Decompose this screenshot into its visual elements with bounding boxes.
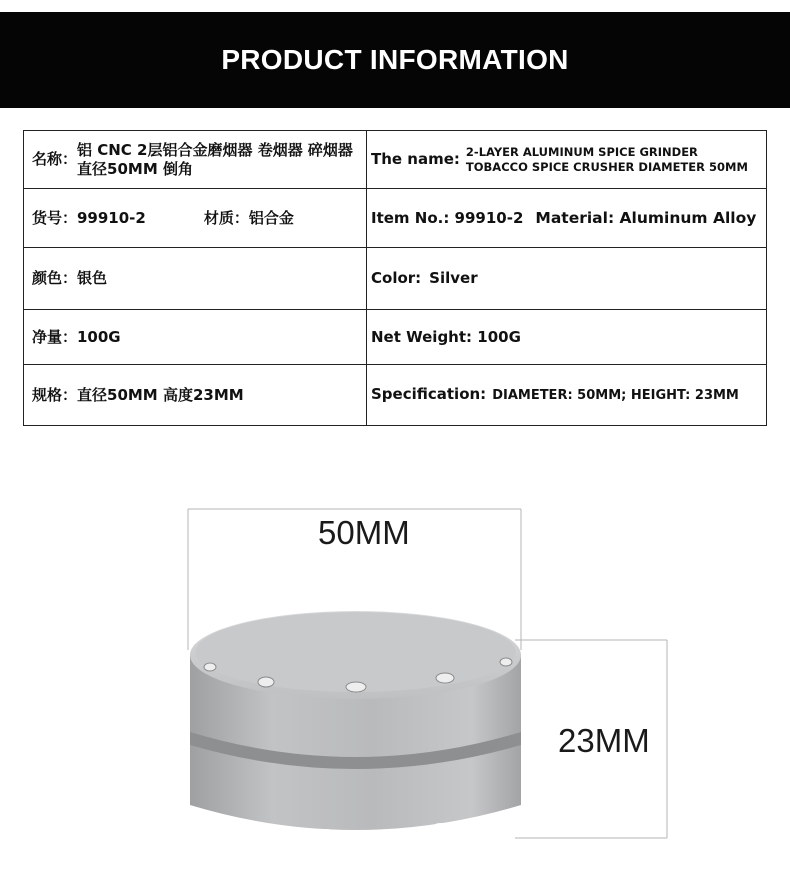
spec-en-label: Specification: <box>371 385 487 403</box>
material-en: Material: Aluminum Alloy <box>535 208 757 227</box>
name-en-value-line2: TOBACCO SPICE CRUSHER DIAMETER 50MM <box>465 159 748 174</box>
spec-cn: 规格：直径50MM 高度23MM <box>32 385 244 404</box>
height-dimension-label: 23MM <box>558 722 650 759</box>
page-title: PRODUCT INFORMATION <box>221 44 569 75</box>
name-cn-value: 铝 CNC 2层铝合金磨烟器 卷烟器 碎烟器 直径50MM 倒角 <box>77 140 353 178</box>
item-en: Item No.: 99910-2 <box>371 208 524 227</box>
weight-cn: 净量：100G <box>32 327 121 346</box>
name-cn-label: 名称： <box>32 150 78 168</box>
material-cn: 材质：铝合金 <box>203 208 294 227</box>
item-cn: 货号：99910-2 <box>32 208 146 227</box>
color-en-value: Silver <box>429 269 478 287</box>
weight-en: Net Weight: 100G <box>371 327 521 346</box>
color-en-label: Color: <box>371 269 422 287</box>
color-cn: 颜色：银色 <box>32 269 108 287</box>
spec-en-value: DIAMETER: 50MM; HEIGHT: 23MM <box>492 388 739 403</box>
name-en-label: The name: <box>371 150 460 168</box>
name-en-value-line1: 2-LAYER ALUMINUM SPICE GRINDER <box>465 144 698 159</box>
width-dimension-label: 50MM <box>318 514 410 551</box>
grinder-illustration <box>190 611 521 837</box>
